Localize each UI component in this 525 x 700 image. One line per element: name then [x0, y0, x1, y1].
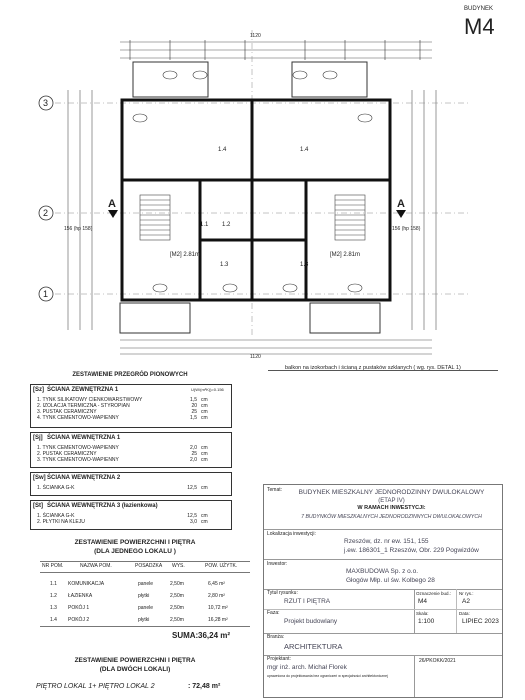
total-label: PIĘTRO LOKAL 1+ PIĘTRO LOKAL 2 [36, 683, 155, 690]
row-val: 25 [191, 409, 197, 415]
dim-top-total: 1120 [250, 33, 261, 39]
designer-label: Projektant: [267, 656, 291, 662]
row-text: ŚCIANKA G-K [42, 513, 75, 519]
row-unit: cm [201, 445, 208, 451]
meta-row-divider [414, 609, 502, 610]
cell-h: 2,50m [170, 617, 184, 623]
row-no: 1. [37, 445, 42, 451]
row-unit: cm [201, 403, 208, 409]
row-text: TYNK CEMENTOWO-WAPIENNY [42, 457, 119, 463]
room-label: 1.1 [200, 222, 209, 228]
meta-col-divider [456, 589, 457, 633]
budynek-label: BUDYNEK [464, 6, 494, 12]
tytul-value: RZUT I PIĘTRA [284, 598, 331, 605]
row-unit: cm [201, 409, 208, 415]
row-no: 3. [37, 409, 42, 415]
row-no: 1. [37, 513, 42, 519]
table-row [40, 580, 250, 590]
partition-block [30, 500, 232, 530]
cell-nr: 1.1 [50, 581, 57, 587]
partition-code: [Sw] [33, 475, 46, 481]
cell-nr: 1.4 [50, 617, 57, 623]
row-text: PUSTAK CERAMICZNY [42, 451, 97, 457]
balcony-leader [268, 370, 498, 371]
faza-value: Projekt budowlany [284, 618, 338, 625]
cell-area: 6,45 m² [208, 581, 225, 587]
skala-value: 1:100 [418, 618, 435, 625]
partition-code: [Sj] [33, 435, 43, 441]
section-mark-right: A [397, 198, 405, 210]
row-text: TYNK CEMENTOWO-WAPIENNY [42, 445, 119, 451]
areas-title: ZESTAWIENIE POWIERZCHNI I PIĘTRA [74, 539, 196, 546]
col-header: NR POM. [42, 563, 64, 569]
partitions-title: ZESTAWIENIE PRZEGRÓD PIONOWYCH [72, 372, 188, 378]
partition-row [37, 486, 75, 492]
cell-floor: płytki [138, 617, 150, 623]
ozn-label: Oznaczenie bud.: [416, 591, 452, 596]
cell-name: KOMUNIKACJA [68, 581, 105, 587]
row-val: 12,5 [187, 513, 197, 519]
temat-line4: 7 BUDYNKÓW MIESZKALNYCH JEDNORODZINNYCH DWULOKALOWYCH [301, 514, 482, 520]
cell-floor: płytki [138, 593, 150, 599]
table-row [40, 616, 250, 627]
row-val: 12,5 [187, 485, 197, 491]
row-val: 25 [191, 451, 197, 457]
cell-area: 16,28 m² [208, 617, 228, 623]
partition-row [37, 520, 85, 526]
investor-section [264, 559, 502, 590]
investor-line2: Głogów Młp. ul św. Kolbego 28 [346, 577, 435, 584]
section-mark-left: A [108, 198, 116, 210]
row-val: 3,0 [190, 519, 197, 525]
row-text: PUSTAK CERAMICZNY [42, 409, 97, 415]
row-text: ŚCIANKA G-K [42, 485, 75, 491]
partition-row [37, 416, 119, 422]
sum-value: 36,24 m² [198, 631, 231, 640]
axis-label-2: 2 [43, 208, 49, 218]
room-label: 1.4 [300, 147, 309, 153]
ozn-value: M4 [418, 598, 428, 605]
row-unit: cm [201, 415, 208, 421]
partition-row [37, 458, 119, 464]
areas-subtitle: (DLA JEDNEGO LOKALU ) [94, 548, 176, 555]
temat-line3: W RAMACH INWESTYCJI: [357, 505, 426, 511]
partition-code: [St] [33, 503, 43, 509]
cell-area: 2,80 m² [208, 593, 225, 599]
licence-number: 26/PKOKK/2021 [419, 658, 456, 664]
designer-section [264, 655, 415, 697]
table-row [40, 592, 250, 602]
row-val: 2,0 [190, 445, 197, 451]
cell-nr: 1.3 [50, 605, 57, 611]
areas-header-row [40, 561, 250, 573]
col-header: WYS. [172, 563, 185, 569]
row-unit: cm [201, 457, 208, 463]
row-unit: cm [201, 519, 208, 525]
cell-name: POKÓJ 2 [68, 617, 90, 623]
row-text: PŁYTKI NA KLEJU [42, 519, 85, 525]
room-label: 1.3 [300, 262, 309, 268]
partition-name: ŚCIANA WEWNĘTRZNA 1 [47, 435, 121, 441]
room-label: 1.3 [220, 262, 229, 268]
areas-subtitle-two: (DLA DWÓCH LOKALI) [99, 666, 171, 673]
drawing-title-section [264, 589, 415, 634]
table-row [40, 604, 250, 614]
divider [264, 609, 414, 610]
data-value: LIPIEC 2023 [462, 618, 499, 625]
row-unit: cm [201, 485, 208, 491]
temat-section [264, 485, 502, 530]
axis-label-1: 1 [43, 289, 49, 299]
investor-line1: MAXBUDOWA Sp. z o.o. [346, 568, 419, 575]
room-label: [M2] 2.81m [170, 252, 201, 258]
faza-label: Faza: [267, 610, 280, 616]
row-text: IZOLACJA TERMICZNA - STYROPIAN [42, 403, 130, 409]
data-label: Data: [459, 611, 470, 616]
total-value: : 72,48 m² [188, 683, 221, 690]
branza-section [264, 633, 502, 656]
dim-bottom-total: 1120 [250, 354, 261, 360]
branza-value: ARCHITEKTURA [284, 642, 343, 651]
balcony-note: balkon na izokorbach i ścianą z pustaków szklanych ( wg. rys. DETAL 1) [285, 365, 461, 371]
partition-block [30, 384, 232, 428]
row-no: 2. [37, 451, 42, 457]
axis-label-3: 3 [43, 98, 49, 108]
cell-h: 2,50m [170, 593, 184, 599]
temat-label: Temat: [267, 487, 283, 493]
row-val: 1,5 [190, 397, 197, 403]
row-no: 2. [37, 403, 42, 409]
row-unit: cm [201, 451, 208, 457]
col-header: POSADZKA [135, 563, 163, 569]
cell-area: 10,72 m² [208, 605, 228, 611]
row-val: 20 [191, 403, 197, 409]
location-line2: j.ew. 186301_1 Rzeszów, Obr. 229 Pogwizdów [344, 547, 479, 554]
row-text: TYNK CEMENTOWO-WAPIENNY [42, 415, 119, 421]
cell-h: 2,50m [170, 605, 184, 611]
temat-line1: BUDYNEK MIESZKALNY JEDNORODZINNY DWULOKALOWY [298, 489, 485, 496]
cell-h: 2,50m [170, 581, 184, 587]
partition-note: U(W/(m²K))=0.156 [191, 387, 224, 392]
title-block [263, 484, 503, 698]
areas-title-two: ZESTAWIENIE POWIERZCHNI I PIĘTRA [74, 657, 196, 664]
budynek-code: M4 [464, 14, 495, 39]
row-unit: cm [201, 513, 208, 519]
cell-floor: panele [138, 605, 154, 611]
partition-name: ŚCIANA WEWNĘTRZNA 2 [47, 475, 121, 481]
skala-label: Skala: [416, 611, 429, 616]
temat-line2: (ETAP IV) [378, 498, 405, 504]
cell-nr: 1.2 [50, 593, 57, 599]
branza-label: Branża: [267, 634, 285, 640]
room-label: 1.2 [222, 222, 231, 228]
location-label: Lokalizacja inwestycji: [267, 531, 316, 537]
partition-name: ŚCIANA WEWNĘTRZNA 3 (łazienkowa) [47, 503, 158, 509]
row-no: 1. [37, 485, 42, 491]
row-no: 3. [37, 457, 42, 463]
designer-note: uprawniona do projektowania bez ograniczeń w specjalności architektonicznej [267, 674, 388, 678]
tytul-label: Tytuł rysunku: [267, 590, 298, 596]
partition-code: [Sz] [33, 387, 44, 393]
investor-label: Inwestor: [267, 561, 288, 567]
partition-block [30, 432, 232, 468]
level-right: 156 (hp 158) [392, 226, 421, 232]
meta-section [414, 589, 502, 634]
row-no: 1. [37, 397, 42, 403]
row-unit: cm [201, 397, 208, 403]
row-text: TYNK SILIKATOWY CIENKOWARSTWOWY [42, 397, 143, 403]
row-val: 1,5 [190, 415, 197, 421]
row-no: 4. [37, 415, 42, 421]
room-label: 1.4 [218, 147, 227, 153]
cell-name: ŁAZIENKA [68, 593, 93, 599]
location-line1: Rzeszów, dz. nr ew. 151, 155 [344, 538, 429, 545]
level-left: 156 (hp 158) [64, 226, 93, 232]
location-section [264, 529, 502, 560]
row-val: 2,0 [190, 457, 197, 463]
sum-label: SUMA: [172, 631, 199, 640]
nrrys-label: Nr rys.: [459, 591, 474, 596]
row-no: 2. [37, 519, 42, 525]
nrrys-value: A2 [462, 598, 470, 605]
room-label: [M2] 2.81m [330, 252, 361, 258]
cell-floor: panele [138, 581, 154, 587]
col-header: NAZWA POM. [80, 563, 112, 569]
partition-block [30, 472, 232, 496]
designer-name: mgr inż. arch. Michał Florek [267, 664, 347, 671]
col-header: POW. UŻYTK. [205, 563, 238, 569]
partition-name: ŚCIANA ZEWNĘTRZNA 1 [47, 387, 119, 393]
cell-name: POKÓJ 1 [68, 605, 90, 611]
